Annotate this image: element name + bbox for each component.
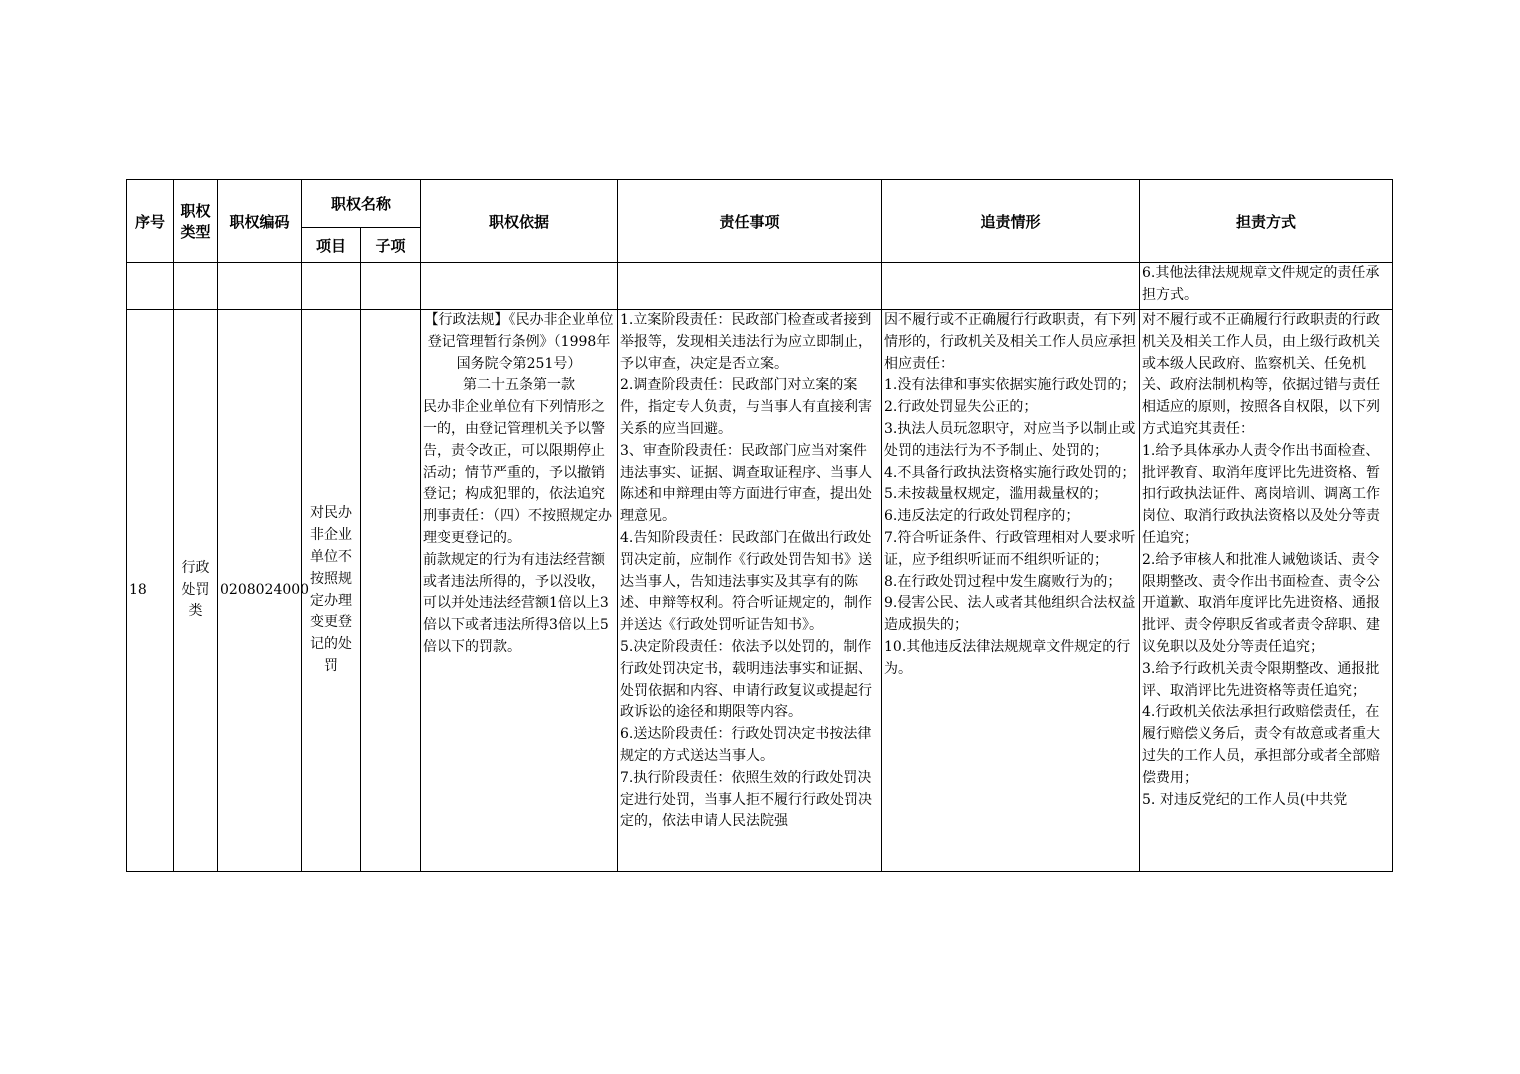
basis-paragraph: 前款规定的行为有违法经营额或者违法所得的，予以没收，可以并处违法经营额1倍以上3倍以下或者违法所得3倍以上5倍以下的罚款。: [423, 551, 609, 655]
duty-item: 7.执行阶段责任：依照生效的行政处罚决定进行处罚，当事人拒不履行行政处罚决定的，依法申请人民法院强: [620, 769, 873, 830]
header-code: 职权编码: [218, 180, 302, 263]
power-list-table: [126, 179, 1393, 872]
liability-item: 3.给予行政机关责令限期整改、通报批评、取消评比先进资格等责任追究；: [1142, 660, 1380, 699]
accountability-item: 6.违反法定的行政处罚程序的；: [884, 508, 1080, 525]
header-item: 项目: [302, 228, 361, 263]
cell-type: 行政处罚类: [174, 310, 218, 872]
cell-duty: [618, 310, 882, 872]
cell-item: 对民办非企业单位不按照规定办理变更登记的处罚: [302, 310, 361, 872]
table-row-18: [127, 310, 1393, 872]
table-row-continuation: [127, 263, 1393, 310]
duty-item: 6.送达阶段责任：行政处罚决定书按法律规定的方式送达当事人。: [620, 726, 872, 764]
cell-basis: [421, 310, 618, 872]
accountability-item: 1.没有法律和事实依据实施行政处罚的；: [884, 377, 1136, 394]
duty-item: 1.立案阶段责任：民政部门检查或者接到举报等，发现相关违法行为应立即制止，予以审查，决定是否立案。: [620, 312, 873, 372]
header-subitem: 子项: [361, 228, 421, 263]
cell-empty: [421, 263, 618, 310]
cell-code: 0208024000: [218, 310, 302, 872]
cell-empty: [127, 263, 174, 310]
liability-item: 1.给予具体承办人责令作出书面检查、批评教育、取消年度评比先进资格、暂扣行政执法证件、离岗培训、调离工作岗位、取消行政执法资格以及处分等责任追究；: [1142, 442, 1381, 546]
cell-liability: [1140, 310, 1393, 872]
header-name: 职权名称: [302, 180, 421, 228]
accountability-item: 3.执法人员玩忽职守，对应当予以制止或处罚的违法行为不予制止、处罚的；: [884, 420, 1136, 459]
accountability-item: 9.侵害公民、法人或者其他组织合法权益造成损失的；: [884, 595, 1136, 634]
cell-empty: [302, 263, 361, 310]
header-accountability: 追责情形: [882, 180, 1140, 263]
cell-empty: [174, 263, 218, 310]
accountability-item: 2.行政处罚显失公正的；: [884, 399, 1038, 416]
accountability-item: 4.不具备行政执法资格实施行政处罚的；: [884, 464, 1136, 481]
liability-item: 2.给予审核人和批准人诫勉谈话、责令限期整改、责令作出书面检查、责令公开道歉、取消年度评比先进资格、通报批评、责令停职反省或者责令辞职、建议免职以及处分等责任追究；: [1142, 551, 1381, 655]
accountability-item: 10.其他违反法律法规规章文件规定的行为。: [884, 638, 1131, 677]
cell-empty: [882, 263, 1140, 310]
cell-empty: [618, 263, 882, 310]
duty-item: 2.调查阶段责任：民政部门对立案的案件，指定专人负责，与当事人有直接利害关系的应当回避。: [620, 377, 873, 437]
accountability-item: 5.未按裁量权规定，滥用裁量权的；: [884, 486, 1108, 503]
cell-seq: 18: [127, 310, 174, 872]
cell-accountability: [882, 310, 1140, 872]
liability-item: 4.行政机关依法承担行政赔偿责任，在履行赔偿义务后，责令有故意或者重大过失的工作人员，承担部分或者全部赔偿费用；: [1142, 704, 1381, 786]
header-duty: 责任事项: [618, 180, 882, 263]
liability-item: 对不履行或不正确履行行政职责的行政机关及相关工作人员，由上级行政机关或本级人民政府、监察机关、任免机关、政府法制机构等，依据过错与责任相适应的原则，按照各自权限，以下列方式追究其责任：: [1142, 312, 1381, 437]
cell-subitem: [361, 310, 421, 872]
duty-item: 5.决定阶段责任：依法予以处罚的，制作行政处罚决定书，载明违法事实和证据、处罚依据和内容、申请行政复议或提起行政诉讼的途径和期限等内容。: [620, 638, 873, 721]
header-seq: 序号: [127, 180, 174, 263]
accountability-item: 7.符合听证条件、行政管理相对人要求听证，应予组织听证而不组织听证的；: [884, 529, 1136, 568]
header-type: 职权类型: [174, 180, 218, 263]
header-basis: 职权依据: [421, 180, 618, 263]
accountability-item: 因不履行或不正确履行行政职责，有下列情形的，行政机关及相关工作人员应承担相应责任：: [884, 312, 1137, 372]
cell-empty: [218, 263, 302, 310]
accountability-item: 8.在行政处罚过程中发生腐败行为的；: [884, 573, 1122, 590]
basis-law-title: 【行政法规】《民办非企业单位登记管理暂行条例》（1998年国务院令第251号）: [424, 312, 614, 372]
liability-item: 5. 对违反党纪的工作人员(中共党: [1142, 791, 1348, 808]
header-liability: 担责方式: [1140, 180, 1393, 263]
cell-liability-continued: 6.其他法律法规规章文件规定的责任承担方式。: [1140, 263, 1393, 310]
duty-item: 3、审查阶段责任：民政部门应当对案件违法事实、证据、调查取证程序、当事人陈述和申辩理由等方面进行审查，提出处理意见。: [620, 442, 873, 525]
duty-item: 4.告知阶段责任：民政部门在做出行政处罚决定前，应制作《行政处罚告知书》送达当事人，告知违法事实及其享有的陈述、申辩等权利。符合听证规定的，制作并送达《行政处罚听证告知书》。: [620, 529, 873, 634]
cell-empty: [361, 263, 421, 310]
basis-article: 第二十五条第一款: [463, 377, 576, 394]
basis-paragraph: 民办非企业单位有下列情形之一的，由登记管理机关予以警告，责令改正，可以限期停止活动；情节严重的，予以撤销登记；构成犯罪的，依法追究刑事责任：（四）不按照规定办理变更登记的。: [423, 399, 613, 546]
